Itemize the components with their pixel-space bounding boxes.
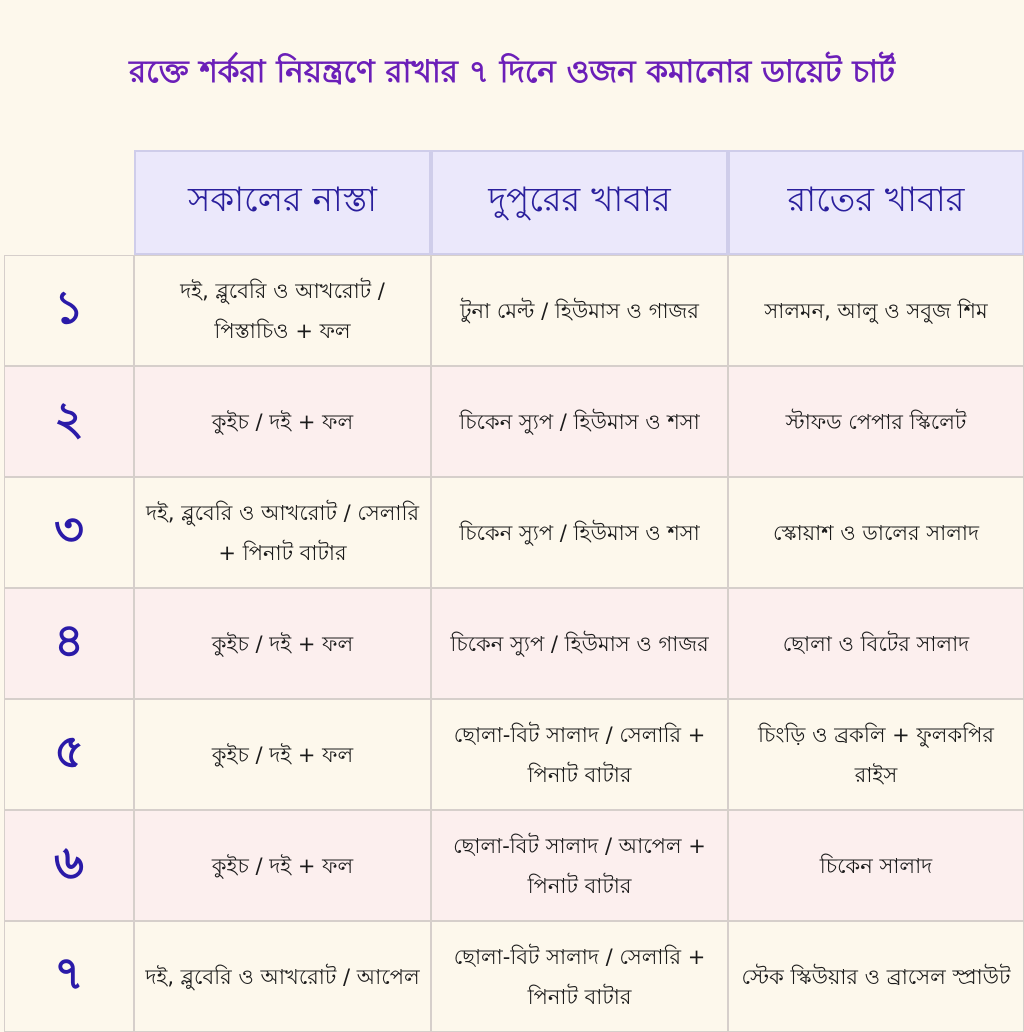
lunch-cell: চিকেন স্যুপ / হিউমাস ও শসা: [431, 477, 728, 588]
dinner-cell: স্টাফড পেপার স্কিলেট: [728, 366, 1024, 477]
day-number: ১: [4, 255, 134, 366]
lunch-cell: ছোলা-বিট সালাদ / আপেল + পিনাট বাটার: [431, 810, 728, 921]
day-number: ৭: [4, 921, 134, 1032]
breakfast-cell: দই, ব্লুবেরি ও আখরোট / আপেল: [134, 921, 431, 1032]
day-number: ৬: [4, 810, 134, 921]
diet-chart-table: [4, 150, 1024, 1032]
breakfast-cell: কুইচ / দই + ফল: [134, 366, 431, 477]
header-breakfast: সকালের নাস্তা: [134, 150, 431, 255]
dinner-cell: চিকেন সালাদ: [728, 810, 1024, 921]
table-row: [4, 699, 1024, 810]
breakfast-cell: কুইচ / দই + ফল: [134, 588, 431, 699]
table-header-row: [4, 150, 1024, 255]
dinner-cell: সালমন, আলু ও সবুজ শিম: [728, 255, 1024, 366]
page-title: রক্তে শর্করা নিয়ন্ত্রণে রাখার ৭ দিনে ওজন কমানোর ডায়েট চার্ট: [129, 54, 895, 90]
breakfast-cell: কুইচ / দই + ফল: [134, 810, 431, 921]
day-number: ৪: [4, 588, 134, 699]
lunch-cell: টুনা মেল্ট / হিউমাস ও গাজর: [431, 255, 728, 366]
table-row: [4, 810, 1024, 921]
table-row: [4, 921, 1024, 1032]
breakfast-cell: দই, ব্লুবেরি ও আখরোট / পিস্তাচিও + ফল: [134, 255, 431, 366]
dinner-cell: ছোলা ও বিটের সালাদ: [728, 588, 1024, 699]
header-dinner: রাতের খাবার: [728, 150, 1024, 255]
dinner-cell: স্টেক স্কিউয়ার ও ব্রাসেল স্প্রাউট: [728, 921, 1024, 1032]
day-number: ২: [4, 366, 134, 477]
dinner-cell: স্কোয়াশ ও ডালের সালাদ: [728, 477, 1024, 588]
dinner-cell: চিংড়ি ও ব্রকলি + ফুলকপির রাইস: [728, 699, 1024, 810]
lunch-cell: চিকেন স্যুপ / হিউমাস ও শসা: [431, 366, 728, 477]
day-number: ৩: [4, 477, 134, 588]
lunch-cell: ছোলা-বিট সালাদ / সেলারি + পিনাট বাটার: [431, 699, 728, 810]
breakfast-cell: দই, ব্লুবেরি ও আখরোট / সেলারি + পিনাট বাটার: [134, 477, 431, 588]
table-row: [4, 255, 1024, 366]
table-row: [4, 366, 1024, 477]
table-row: [4, 477, 1024, 588]
day-number: ৫: [4, 699, 134, 810]
breakfast-cell: কুইচ / দই + ফল: [134, 699, 431, 810]
header-blank-cell: [4, 150, 134, 255]
table-row: [4, 588, 1024, 699]
lunch-cell: চিকেন স্যুপ / হিউমাস ও গাজর: [431, 588, 728, 699]
header-lunch: দুপুরের খাবার: [431, 150, 728, 255]
lunch-cell: ছোলা-বিট সালাদ / সেলারি + পিনাট বাটার: [431, 921, 728, 1032]
